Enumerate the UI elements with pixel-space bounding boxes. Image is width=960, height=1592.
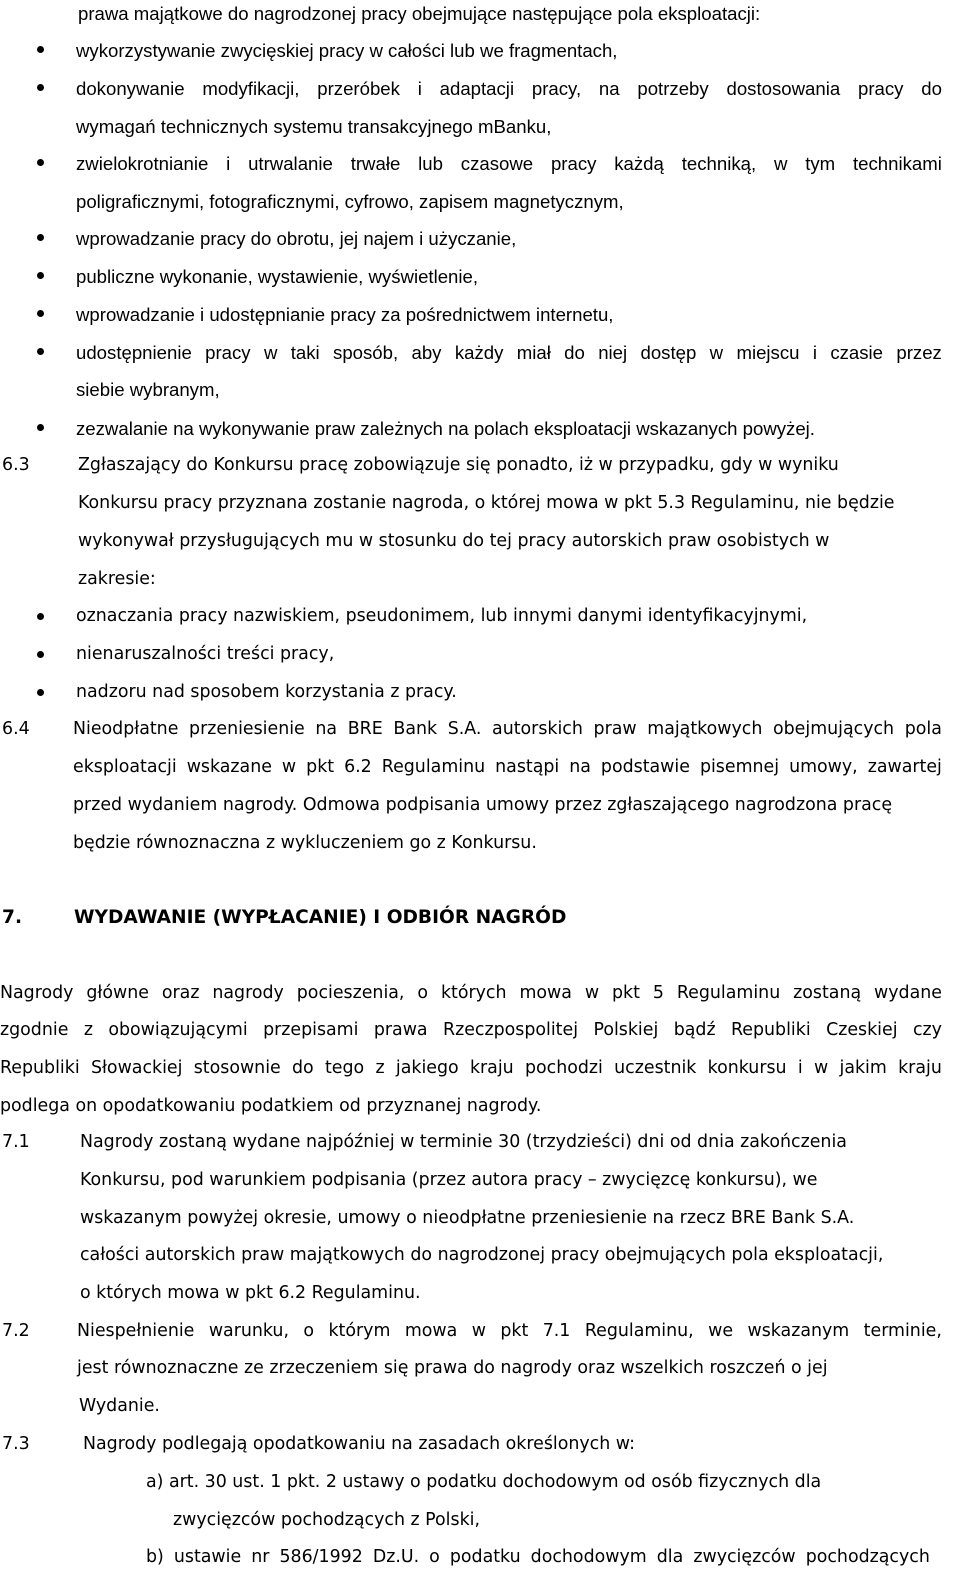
paragraph-line: wskazanym powyżej okresie, umowy o nieodpłatne przeniesienie na rzecz BRE Bank S.A. (80, 1208, 855, 1228)
paragraph-line: Nagrody zostaną wydane najpóźniej w terminie 30 (trzydzieści) dni od dnia zakończenia (80, 1132, 847, 1152)
paragraph-line: całości autorskich praw majątkowych do nagrodzonej pracy obejmujących pola eksploatacji, (80, 1245, 884, 1265)
paragraph-line: zakresie: (78, 569, 156, 589)
bullet (37, 613, 44, 620)
bullet (37, 348, 44, 355)
bullet (37, 159, 44, 166)
list-item: zwielokrotnianie i utrwalanie trwałe lub czasowe pracy każdą techniką, w tym technikami (76, 153, 942, 174)
section-heading: WYDAWANIE (WYPŁACANIE) I ODBIÓR NAGRÓD (74, 907, 567, 928)
bullet (37, 310, 44, 317)
bullet (37, 424, 44, 431)
list-item: zezwalanie na wykonywanie praw zależnych na polach eksploatacji wskazanych powyżej. (76, 418, 815, 439)
list-item: nienaruszalności treści pracy, (76, 644, 335, 664)
section-number: 7.2 (2, 1321, 30, 1341)
bullet (37, 84, 44, 91)
list-item-continuation: zwycięzców pochodzących z Polski, (173, 1510, 480, 1530)
paragraph-line: Nieodpłatne przeniesienie na BRE Bank S.A. autorskich praw majątkowych obejmujących pola (73, 719, 942, 739)
paragraph-line: Konkursu pracy przyznana zostanie nagroda, o której mowa w pkt 5.3 Regulaminu, nie będzie (78, 493, 895, 513)
bullet (37, 651, 44, 658)
list-item-continuation: wymagań technicznych systemu transakcyjnego mBanku, (76, 116, 552, 137)
bullet (37, 46, 44, 53)
paragraph-line: o których mowa w pkt 6.2 Regulaminu. (80, 1283, 421, 1303)
list-item: nadzoru nad sposobem korzystania z pracy. (76, 682, 457, 702)
list-item: wykorzystywanie zwycięskiej pracy w całości lub we fragmentach, (76, 40, 618, 61)
paragraph-line: Republiki Słowackiej stosownie do tego z jakiego kraju pochodzi uczestnik konkursu i w jakim kraju (0, 1058, 942, 1078)
list-item: oznaczania pracy nazwiskiem, pseudonimem, lub innymi danymi identyfikacyjnymi, (76, 606, 808, 626)
list-item-continuation: poligraficznymi, fotograficznymi, cyfrowo, zapisem magnetycznym, (76, 191, 624, 212)
paragraph-line: Nagrody główne oraz nagrody pocieszenia, o których mowa w pkt 5 Regulaminu zostaną wydane (0, 983, 942, 1003)
paragraph-line: Nagrody podlegają opodatkowaniu na zasadach określonych w: (83, 1434, 635, 1454)
paragraph-line: jest równoznaczne ze zrzeczeniem się prawa do nagrody oraz wszelkich roszczeń o jej (77, 1358, 828, 1378)
list-item: udostępnienie pracy w taki sposób, aby każdy miał do niej dostęp w miejscu i czasie przez (76, 342, 942, 363)
section-number: 6.4 (2, 719, 30, 739)
list-item: wprowadzanie i udostępnianie pracy za pośrednictwem internetu, (76, 304, 614, 325)
list-item: publiczne wykonanie, wystawienie, wyświetlenie, (76, 266, 479, 287)
paragraph-line: Konkursu, pod warunkiem podpisania (przez autora pracy – zwycięzcę konkursu), we (80, 1170, 818, 1190)
section-number: 6.3 (2, 455, 30, 475)
paragraph-line: zgodnie z obowiązującymi przepisami prawa Rzeczpospolitej Polskiej bądź Republiki Czeskiej czy (0, 1020, 942, 1040)
paragraph-line: przed wydaniem nagrody. Odmowa podpisania umowy przez zgłaszającego nagrodzona pracę (73, 795, 893, 815)
list-item: dokonywanie modyfikacji, przeróbek i adaptacji pracy, na potrzeby dostosowania pracy do (76, 78, 942, 99)
paragraph-line: podlega on opodatkowaniu podatkiem od przyznanej nagrody. (0, 1096, 542, 1116)
list-item: a) art. 30 ust. 1 pkt. 2 ustawy o podatku dochodowym od osób fizycznych dla (146, 1472, 822, 1492)
section-number: 7.1 (2, 1132, 30, 1152)
section-number: 7.3 (2, 1434, 30, 1454)
intro-line: prawa majątkowe do nagrodzonej pracy obejmujące następujące pola eksploatacji: (78, 3, 761, 24)
bullet (37, 234, 44, 241)
bullet (37, 272, 44, 279)
list-item: b) ustawie nr 586/1992 Dz.U. o podatku dochodowym dla zwycięzców pochodzących (146, 1547, 930, 1567)
paragraph-line: Zgłaszający do Konkursu pracę zobowiązuje się ponadto, iż w przypadku, gdy w wyniku (78, 455, 839, 475)
list-item: wprowadzanie pracy do obrotu, jej najem i użyczanie, (76, 228, 517, 249)
paragraph-line: Wydanie. (79, 1396, 160, 1416)
paragraph-line: Niespełnienie warunku, o którym mowa w pkt 7.1 Regulaminu, we wskazanym terminie, (77, 1321, 942, 1341)
paragraph-line: wykonywał przysługujących mu w stosunku do tej pracy autorskich praw osobistych w (78, 531, 830, 551)
bullet (37, 689, 44, 696)
list-item-continuation: siebie wybranym, (76, 379, 220, 400)
section-number: 7. (2, 907, 23, 928)
paragraph-line: będzie równoznaczna z wykluczeniem go z Konkursu. (73, 833, 537, 853)
paragraph-line: eksploatacji wskazane w pkt 6.2 Regulaminu nastąpi na podstawie pisemnej umowy, zawartej (73, 757, 942, 777)
